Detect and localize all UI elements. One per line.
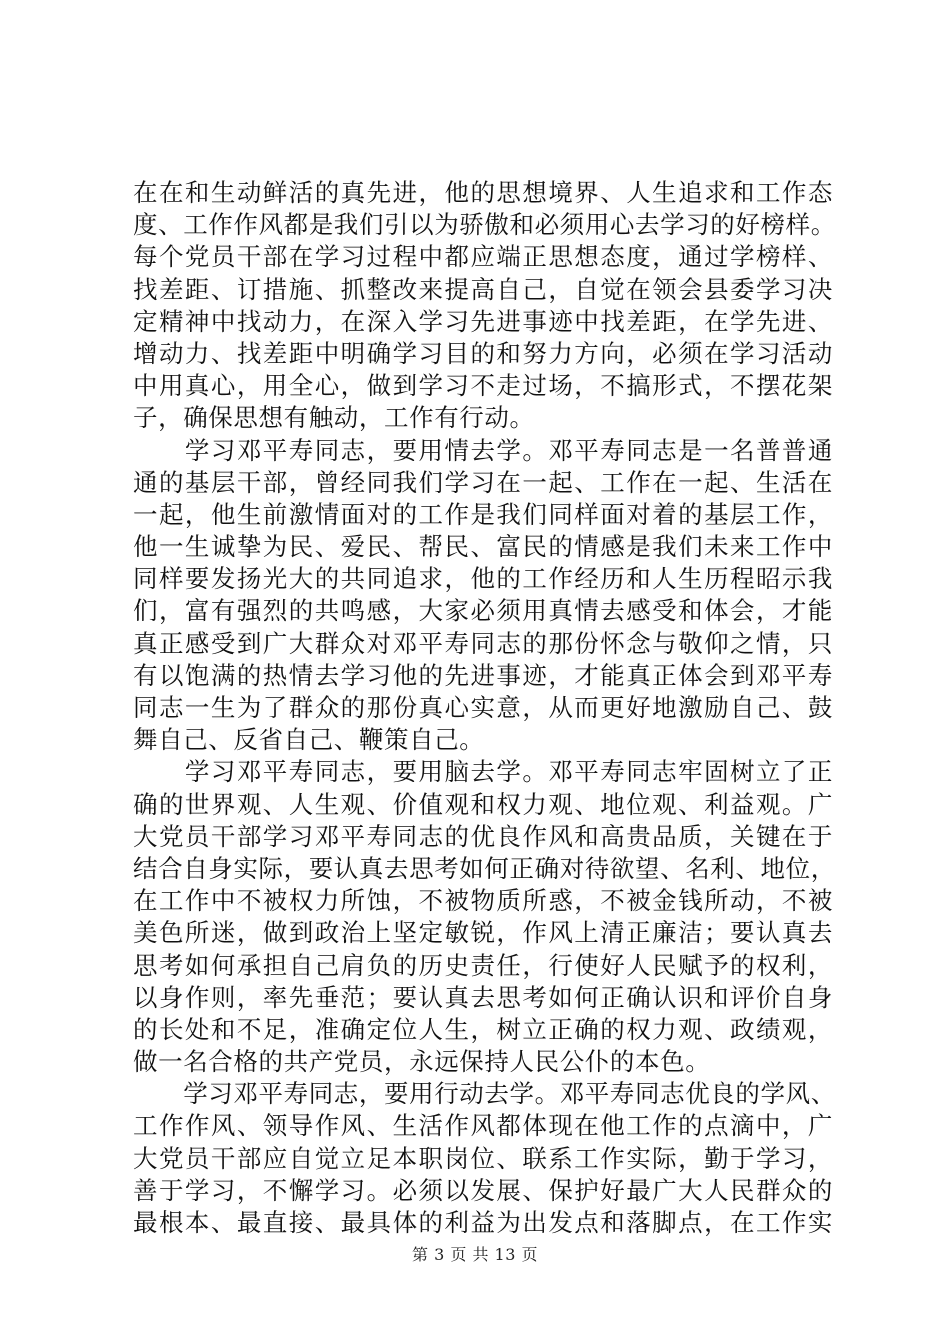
text-line: 真正感受到广大群众对邓平寿同志的那份怀念与敬仰之情，只 bbox=[133, 628, 833, 658]
text-line: 一起，他生前激情面对的工作是我们同样面对着的基层工作， bbox=[133, 499, 833, 529]
text-line: 同志一生为了群众的那份真心实意，从而更好地激励自己、鼓 bbox=[133, 693, 833, 722]
text-line: 善于学习，不懈学习。必须以发展、保护好最广大人民群众的 bbox=[133, 1175, 833, 1205]
document-body bbox=[133, 177, 836, 1239]
text-line: 在工作中不被权力所蚀，不被物质所惑，不被金钱所动，不被 bbox=[133, 886, 833, 916]
text-line: 度、工作作风都是我们引以为骄傲和必须用心去学习的好榜样。 bbox=[133, 210, 836, 240]
text-line: 思考如何承担自己肩负的历史责任，行使好人民赋予的权利， bbox=[133, 950, 833, 980]
text-line: 通的基层干部，曾经同我们学习在一起、工作在一起、生活在 bbox=[133, 467, 833, 497]
text-line: 学习邓平寿同志，要用情去学。邓平寿同志是一名普普通 bbox=[133, 435, 833, 465]
text-line: 增动力、找差距中明确学习目的和努力方向，必须在学习活动 bbox=[133, 338, 833, 368]
text-line: 的长处和不足，准确定位人生，树立正确的权力观、政绩观， bbox=[133, 1014, 833, 1044]
text-line: 定精神中找动力，在深入学习先进事迹中找差距，在学先进、 bbox=[133, 306, 833, 336]
page-footer: 第 3 页 共 13 页 bbox=[412, 1245, 538, 1264]
text-line: 工作作风、领导作风、生活作风都体现在他工作的点滴中，广 bbox=[133, 1111, 833, 1141]
text-line: 在在和生动鲜活的真先进，他的思想境界、人生追求和工作态 bbox=[133, 178, 833, 207]
text-line: 他一生诚挚为民、爱民、帮民、富民的情感是我们未来工作中 bbox=[133, 532, 833, 562]
text-line: 确的世界观、人生观、价值观和权力观、地位观、利益观。广 bbox=[133, 789, 833, 819]
text-line: 最根本、最直接、最具体的利益为出发点和落脚点，在工作实 bbox=[133, 1208, 833, 1237]
text-line: 做一名合格的共产党员，永远保持人民公仆的本色。 bbox=[133, 1047, 711, 1077]
text-line: 舞自己、反省自己、鞭策自己。 bbox=[133, 725, 485, 755]
text-line: 美色所迷，做到政治上坚定敏锐，作风上清正廉洁；要认真去 bbox=[133, 918, 833, 948]
text-line: 同样要发扬光大的共同追求，他的工作经历和人生历程昭示我 bbox=[133, 564, 833, 594]
text-line: 中用真心，用全心，做到学习不走过场，不搞形式，不摆花架 bbox=[133, 371, 833, 401]
text-line: 每个党员干部在学习过程中都应端正思想态度，通过学榜样、 bbox=[133, 242, 833, 272]
text-line: 结合自身实际，要认真去思考如何正确对待欲望、名利、地位， bbox=[133, 853, 836, 883]
text-line: 学习邓平寿同志，要用脑去学。邓平寿同志牢固树立了正 bbox=[133, 757, 833, 787]
text-line: 找差距、订措施、抓整改来提高自己，自觉在领会县委学习决 bbox=[133, 274, 833, 304]
text-line: 有以饱满的热情去学习他的先进事迹，才能真正体会到邓平寿 bbox=[133, 660, 833, 690]
text-line: 们，富有强烈的共鸣感，大家必须用真情去感受和体会，才能 bbox=[133, 596, 833, 626]
text-line: 学习邓平寿同志，要用行动去学。邓平寿同志优良的学风、 bbox=[133, 1079, 836, 1109]
text-line: 以身作则，率先垂范；要认真去思考如何正确认识和评价自身 bbox=[133, 982, 833, 1012]
text-line: 大党员干部学习邓平寿同志的优良作风和高贵品质，关键在于 bbox=[133, 821, 833, 851]
text-line: 大党员干部应自觉立足本职岗位、联系工作实际，勤于学习， bbox=[133, 1143, 833, 1173]
text-line: 子，确保思想有触动，工作有行动。 bbox=[133, 403, 535, 433]
